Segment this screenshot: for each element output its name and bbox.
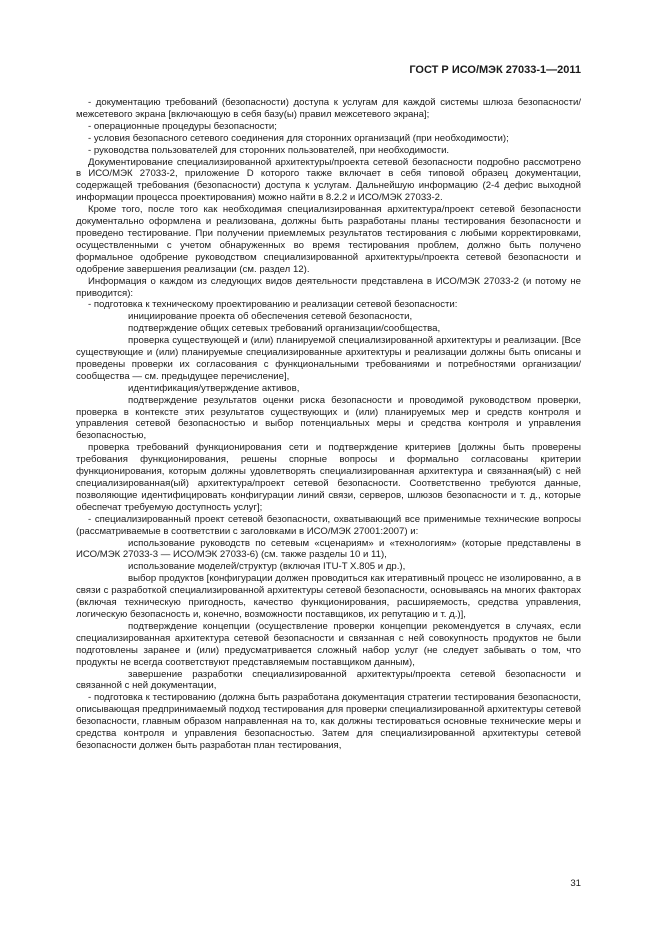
paragraph: Документирование специализированной архитектуры/проекта сетевой безопасности подробно рассмотрено в ИСО/МЭК 27033-2, приложение D которого также включает в себя типовой образец документации, содержащей требования (безопасности) доступа к услугам. Дальнейшую информацию (2-4 дефис выходной информации процесса проектирования) можно найти в 8.2.2 и ИСО/МЭК 27033-2. <box>76 156 581 204</box>
page-number: 31 <box>570 878 581 889</box>
paragraph: Кроме того, после того как необходимая специализированная архитектура/проект сетевой безопасности документально оформлена и реализована, должны быть разработаны планы тестирования безопасности и проведено тестирование. При получении приемлемых результатов тестирования с любыми корректировками, осуществленными с учетом обнаруженных во время тестирования проблем, должно быть получено формальное одобрение руководством специализированной архитектуры/проекта сетевой безопасности и одобрение завершения реализации (см. раздел 12). <box>76 204 581 275</box>
sub-item: подтверждение концепции (осуществление проверки концепции рекомендуется в случаях, если специализированная архитектура сетевой безопасности и связанная с ней совокупность продуктов не были подготовлены заранее и (или) предусматривается сложный набор услуг (не следует забывать о том, что продукты не всегда соответствуют представляемым поставщиком данным), <box>76 620 581 668</box>
list-item: - подготовка к техническому проектированию и реализации сетевой безопасности: <box>88 299 458 311</box>
document-header: ГОСТ Р ИСО/МЭК 27033-1—2011 <box>409 64 581 76</box>
sub-item: выбор продуктов [конфигурации должен проводиться как итеративный процесс не изолированно, а в связи с разработкой специализированной архитектуры сетевой безопасности, основываясь на многих факторах (включая техническую пригодность, качество функционирования, расширяемость, средства управления, логическую безопасность и, конечно, возможности поставщиков, их репутацию и т. д.)], <box>76 573 581 620</box>
sub-item: использование моделей/структур (включая ITU-T X.805 и др.), <box>128 561 406 573</box>
sub-item: завершение разработки специализированной архитектуры/проекта сетевой безопасности и связанной с ней документации, <box>76 668 581 692</box>
sub-item: проверка существующей и (или) планируемой специализированной архитектуры и реализации. [Все существующие и (или) планируемые специализированные архитектуры и реализации должны быть описаны и проведены проверки их согласования с функциональными требованиями и потребностями организации/сообщества — см. предыдущее перечисление], <box>76 335 581 382</box>
list-item: - операционные процедуры безопасности; <box>88 120 277 132</box>
sub-item: подтверждение общих сетевых требований организации/сообщества, <box>128 323 441 335</box>
paragraph: Информация о каждом из следующих видов деятельности представлена в ИСО/МЭК 27033-2 (и потому не приводится): <box>76 275 581 299</box>
list-item: - специализированный проект сетевой безопасности, охватывающий все применимые технические вопросы (рассматриваемые в соответствии с заголовками в ИСО/МЭК 27001:2007) и: <box>76 513 581 537</box>
sub-item: проверка требований функционирования сети и подтверждение критериев [должны быть проверены требования функционирования, решены спорные вопросы и формально согласованы критерии функционирования, которым должны удовлетворять специализированная архитектура и связанная(ый) с ней специализированная(ый) архитектура/проект сетевой безопасности. Соответственно требуются данные, позволяющие идентифицировать конфигурации линий связи, серверов, шлюзов безопасности и т. д., которые обеспечат требуемую доступность услуг]; <box>76 442 581 513</box>
sub-item: подтверждение результатов оценки риска безопасности и проводимой руководством проверки, проверка в контексте этих результатов существующих и (или) планируемых мер и средств контроля и управления сетевой безопасностью и выбор потенциальных меры и средства контроля и управления безопасностью, <box>76 394 581 442</box>
sub-item: идентификация/утверждение активов, <box>128 382 300 394</box>
list-item: - документацию требований (безопасности) доступа к услугам для каждой системы шлюза безопасности/межсетевого экрана [включающую в себя базу(ы) правил межсетевого экрана]; <box>76 97 581 120</box>
body-text <box>76 97 581 752</box>
list-item: - подготовка к тестированию (должна быть разработана документация стратегии тестирования безопасности, описывающая предпринимаемый подход тестирования для проверки специализированной архитектуры сетевой безопасности, главным образом направленная на то, как должны тестироваться основные технические меры и средства контроля и управления безопасностью. Затем для специализированной архитектуры сетевой безопасности должен быть разработан план тестирования, <box>76 692 581 751</box>
list-item: - условия безопасного сетевого соединения для сторонних организаций (при необходимости); <box>88 132 509 144</box>
list-item: - руководства пользователей для сторонних пользователей, при необходимости. <box>88 144 450 156</box>
sub-item: инициирование проекта об обеспечения сетевой безопасности, <box>128 311 413 323</box>
sub-item: использование руководств по сетевым «сценариям» и «технологиям» (которые представлены в ИСО/МЭК 27033-3 — ИСО/МЭК 27033-6) (см. также разделы 10 и 11), <box>76 537 581 561</box>
